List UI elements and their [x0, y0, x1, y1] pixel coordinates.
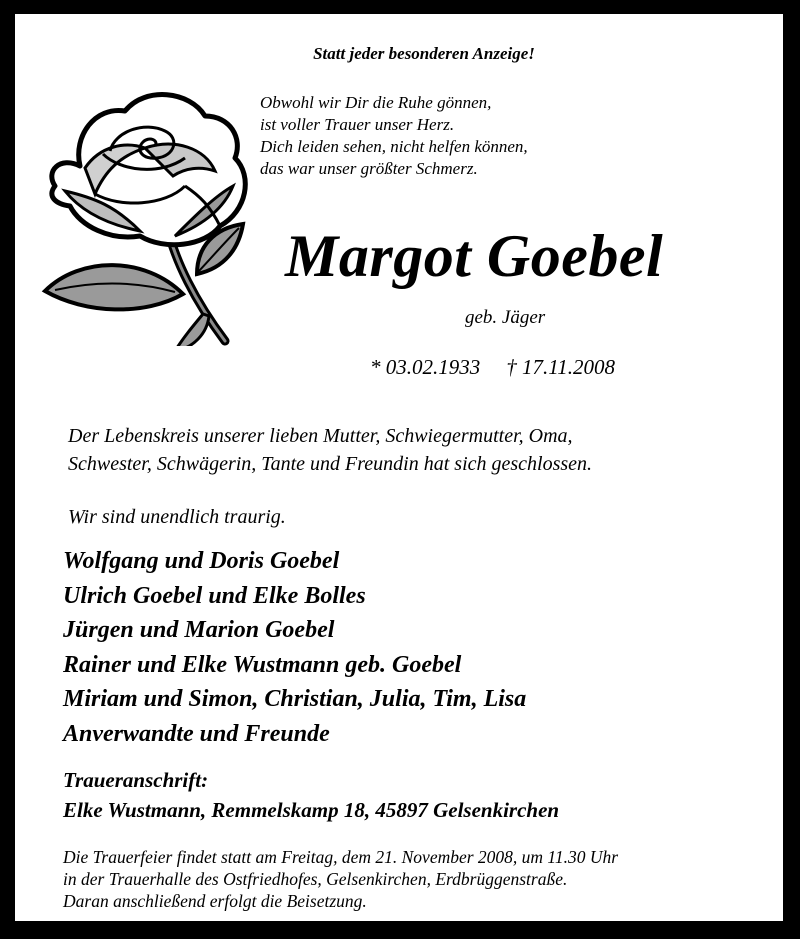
family-list: [63, 544, 526, 751]
poem-line: das war unser größter Schmerz.: [260, 159, 478, 178]
poem: [260, 92, 528, 180]
maiden-name: geb. Jäger: [465, 307, 546, 328]
sadness-text: Wir sind unendlich traurig.: [68, 506, 286, 528]
death-date: † 17.11.2008: [506, 355, 615, 379]
family-entry: Ulrich Goebel und Elke Bolles: [63, 582, 366, 609]
obituary-notice: [15, 14, 783, 921]
address-label: Traueranschrift:: [63, 768, 209, 792]
poem-line: Dich leiden sehen, nicht helfen können,: [260, 137, 528, 156]
intro-line: Der Lebenskreis unserer lieben Mutter, Schwiegermutter, Oma,: [68, 425, 573, 447]
family-entry: Anverwandte und Freunde: [63, 720, 330, 747]
service-line: Daran anschließend erfolgt die Beisetzung.: [63, 891, 367, 911]
family-entry: Jürgen und Marion Goebel: [63, 617, 335, 643]
service-line: in der Trauerhalle des Ostfriedhofes, Gelsenkirchen, Erdbrüggenstraße.: [63, 869, 568, 889]
notice-header: Statt jeder besonderen Anzeige!: [313, 44, 535, 63]
life-dates: [370, 355, 615, 380]
family-entry: Miriam und Simon, Christian, Julia, Tim, Lisa: [63, 686, 527, 712]
poem-line: Obwohl wir Dir die Ruhe gönnen,: [260, 93, 492, 112]
service-info: [63, 846, 618, 912]
family-entry: Wolfgang und Doris Goebel: [63, 548, 340, 574]
rose-icon: [25, 76, 255, 346]
intro-line: Schwester, Schwägerin, Tante und Freundin hat sich geschlossen.: [68, 453, 593, 475]
birth-date: * 03.02.1933: [370, 355, 481, 379]
service-line: Die Trauerfeier findet statt am Freitag, dem 21. November 2008, um 11.30 Uhr: [63, 847, 619, 867]
mourning-address: Elke Wustmann, Remmelskamp 18, 45897 Gelsenkirchen: [63, 798, 560, 822]
poem-line: ist voller Trauer unser Herz.: [260, 115, 455, 134]
family-entry: Rainer und Elke Wustmann geb. Goebel: [63, 651, 462, 678]
deceased-name: Margot Goebel: [285, 223, 664, 289]
intro-text: [68, 422, 592, 478]
